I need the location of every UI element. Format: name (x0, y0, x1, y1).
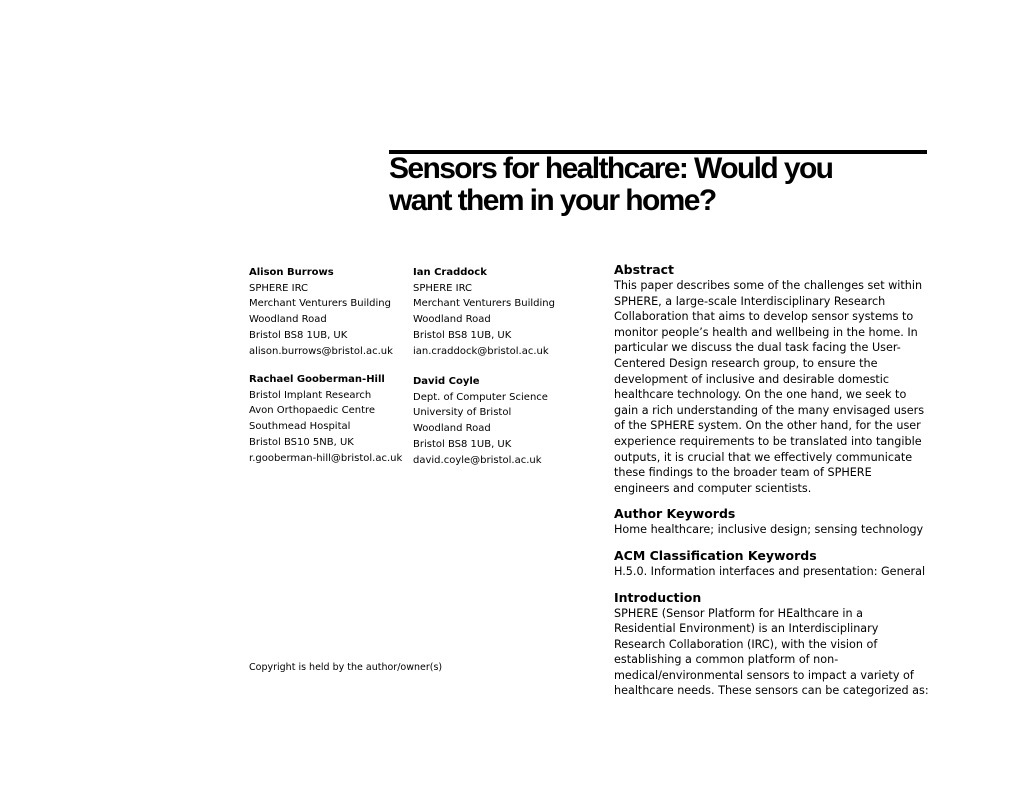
text-line: outputs, it is crucial that we effectively communicate (614, 450, 913, 464)
text-line: SPHERE, a large-scale Interdisciplinary Research (614, 294, 886, 308)
author-address: Bristol BS10 5NB, UK (249, 436, 354, 448)
author-block-coyle (413, 374, 583, 468)
text-line: Residential Environment) is an Interdisciplinary (614, 622, 879, 636)
text-line: experience requirements to be translated into tangible (614, 434, 922, 448)
author-name: David Coyle (413, 376, 480, 387)
author-affiliation: University of Bristol (413, 407, 512, 419)
text-line: these findings to the broader team of SPHERE (614, 466, 872, 480)
author-address: Bristol BS8 1UB, UK (249, 329, 348, 341)
right-column (614, 262, 934, 699)
author-address: Woodland Road (249, 314, 327, 326)
text-line: development of inclusive and desirable domestic (614, 372, 890, 386)
author-affiliation: SPHERE IRC (249, 282, 309, 294)
section-heading: Abstract (614, 262, 675, 277)
author-name: Rachael Gooberman-Hill (249, 374, 385, 385)
author-block-burrows (249, 265, 419, 359)
section-heading: Introduction (614, 589, 702, 605)
section-heading: ACM Classification Keywords (614, 547, 817, 563)
acm-classification-body (614, 564, 934, 580)
text-line: medical/environmental sensors to impact a variety of (614, 668, 914, 682)
author-address: Southmead Hospital (249, 421, 351, 433)
text-line: establishing a common platform of non- (614, 653, 839, 667)
author-email: alison.burrows@bristol.ac.uk (249, 345, 393, 357)
introduction-body (614, 606, 934, 700)
text-line: monitor people’s health and wellbeing in the home. In (614, 325, 918, 339)
author-email: r.gooberman-hill@bristol.ac.uk (249, 452, 403, 464)
author-address: Bristol BS8 1UB, UK (413, 438, 512, 450)
text-line: Collaboration that aims to develop sensor systems to (614, 310, 914, 324)
acm-classification-section (614, 548, 934, 580)
author-affiliation: SPHERE IRC (413, 282, 473, 294)
text-line: H.5.0. Information interfaces and presentation: General (614, 564, 926, 578)
abstract-body (614, 278, 934, 496)
text-line: gain a rich understanding of the many envisaged users (614, 403, 925, 417)
author-affiliation: Dept. of Computer Science (413, 391, 548, 403)
paper-title (389, 153, 929, 217)
section-heading: Author Keywords (614, 506, 736, 522)
author-address: Bristol BS8 1UB, UK (413, 329, 512, 341)
author-affiliation: Merchant Venturers Building (249, 298, 391, 310)
text-line: Home healthcare; inclusive design; sensing technology (614, 523, 924, 537)
text-line: SPHERE (Sensor Platform for HEalthcare in a (614, 606, 864, 620)
abstract-section (614, 262, 934, 496)
text-line: particular we discuss the dual task facing the User- (614, 341, 901, 355)
author-affiliation: Bristol Implant Research (249, 389, 372, 401)
text-line: Research Collaboration (IRC), with the vision of (614, 637, 878, 651)
author-keywords-body (614, 522, 934, 538)
text-line: Centered Design research group, to ensure the (614, 356, 878, 370)
text-line: This paper describes some of the challenges set within (614, 279, 923, 292)
text-line: of the SPHERE system. On the other hand, for the user (614, 419, 921, 433)
text-line: engineers and computer scientists. (614, 481, 812, 495)
introduction-section (614, 590, 934, 700)
copyright-notice: Copyright is held by the author/owner(s) (249, 662, 443, 673)
author-block-gooberman-hill (249, 372, 419, 466)
text-line: healthcare technology. On the one hand, we seek to (614, 388, 907, 402)
author-keywords-section (614, 506, 934, 538)
title-line: want them in your home? (389, 184, 716, 217)
title-line: Sensors for healthcare: Would you (389, 152, 833, 185)
author-email: ian.craddock@bristol.ac.uk (413, 345, 549, 357)
author-email: david.coyle@bristol.ac.uk (413, 454, 542, 466)
author-name: Alison Burrows (249, 267, 334, 278)
author-affiliation: Avon Orthopaedic Centre (249, 405, 376, 417)
author-block-craddock (413, 265, 583, 359)
author-name: Ian Craddock (413, 267, 487, 278)
author-address: Woodland Road (413, 314, 491, 326)
text-line: healthcare needs. These sensors can be categorized as: (614, 684, 929, 698)
author-affiliation: Merchant Venturers Building (413, 298, 555, 310)
author-address: Woodland Road (413, 423, 491, 435)
